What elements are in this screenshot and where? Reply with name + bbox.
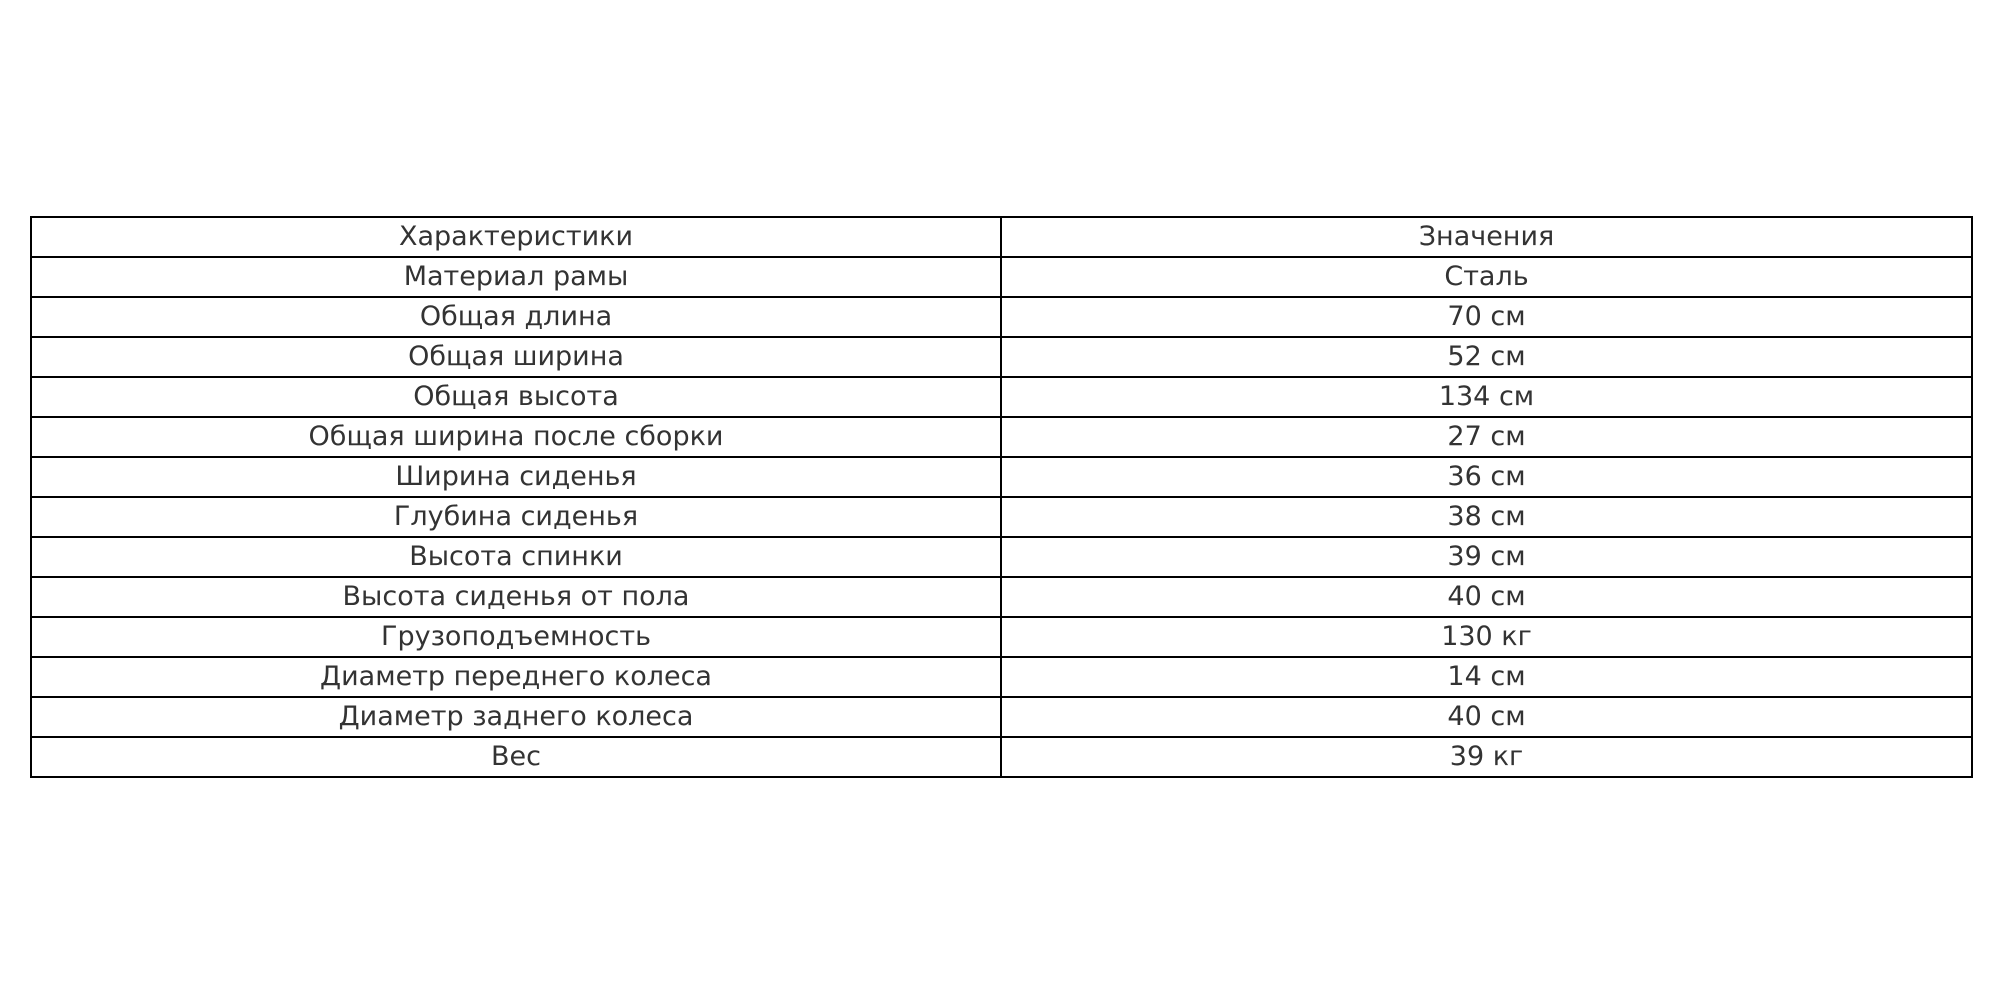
characteristic-cell: Диаметр заднего колеса [31, 697, 1001, 737]
table-row [31, 657, 1972, 697]
table-row [31, 257, 1972, 297]
characteristic-cell: Вес [31, 737, 1001, 777]
value-cell: 40 см [1001, 697, 1972, 737]
table-header-row [31, 217, 1972, 257]
value-cell: 130 кг [1001, 617, 1972, 657]
characteristic-cell: Ширина сиденья [31, 457, 1001, 497]
characteristic-cell: Общая ширина после сборки [31, 417, 1001, 457]
characteristic-cell: Глубина сиденья [31, 497, 1001, 537]
spec-table [30, 216, 1973, 778]
value-cell: 134 см [1001, 377, 1972, 417]
characteristic-cell: Высота сиденья от пола [31, 577, 1001, 617]
characteristic-cell: Материал рамы [31, 257, 1001, 297]
header-cell-values: Значения [1001, 217, 1972, 257]
table-row [31, 617, 1972, 657]
table-row [31, 537, 1972, 577]
value-cell: 39 см [1001, 537, 1972, 577]
value-cell: 14 см [1001, 657, 1972, 697]
table-row [31, 457, 1972, 497]
table-row [31, 337, 1972, 377]
table-row [31, 697, 1972, 737]
table-row [31, 497, 1972, 537]
characteristic-cell: Общая ширина [31, 337, 1001, 377]
value-cell: Сталь [1001, 257, 1972, 297]
characteristic-cell: Общая длина [31, 297, 1001, 337]
header-cell-characteristics: Характеристики [31, 217, 1001, 257]
table-row [31, 577, 1972, 617]
spec-table-body [31, 217, 1972, 777]
value-cell: 70 см [1001, 297, 1972, 337]
table-row [31, 377, 1972, 417]
value-cell: 36 см [1001, 457, 1972, 497]
value-cell: 38 см [1001, 497, 1972, 537]
table-row [31, 297, 1972, 337]
value-cell: 39 кг [1001, 737, 1972, 777]
table-row [31, 737, 1972, 777]
characteristic-cell: Диаметр переднего колеса [31, 657, 1001, 697]
value-cell: 52 см [1001, 337, 1972, 377]
characteristic-cell: Общая высота [31, 377, 1001, 417]
table-row [31, 417, 1972, 457]
characteristic-cell: Высота спинки [31, 537, 1001, 577]
value-cell: 27 см [1001, 417, 1972, 457]
value-cell: 40 см [1001, 577, 1972, 617]
characteristic-cell: Грузоподъемность [31, 617, 1001, 657]
